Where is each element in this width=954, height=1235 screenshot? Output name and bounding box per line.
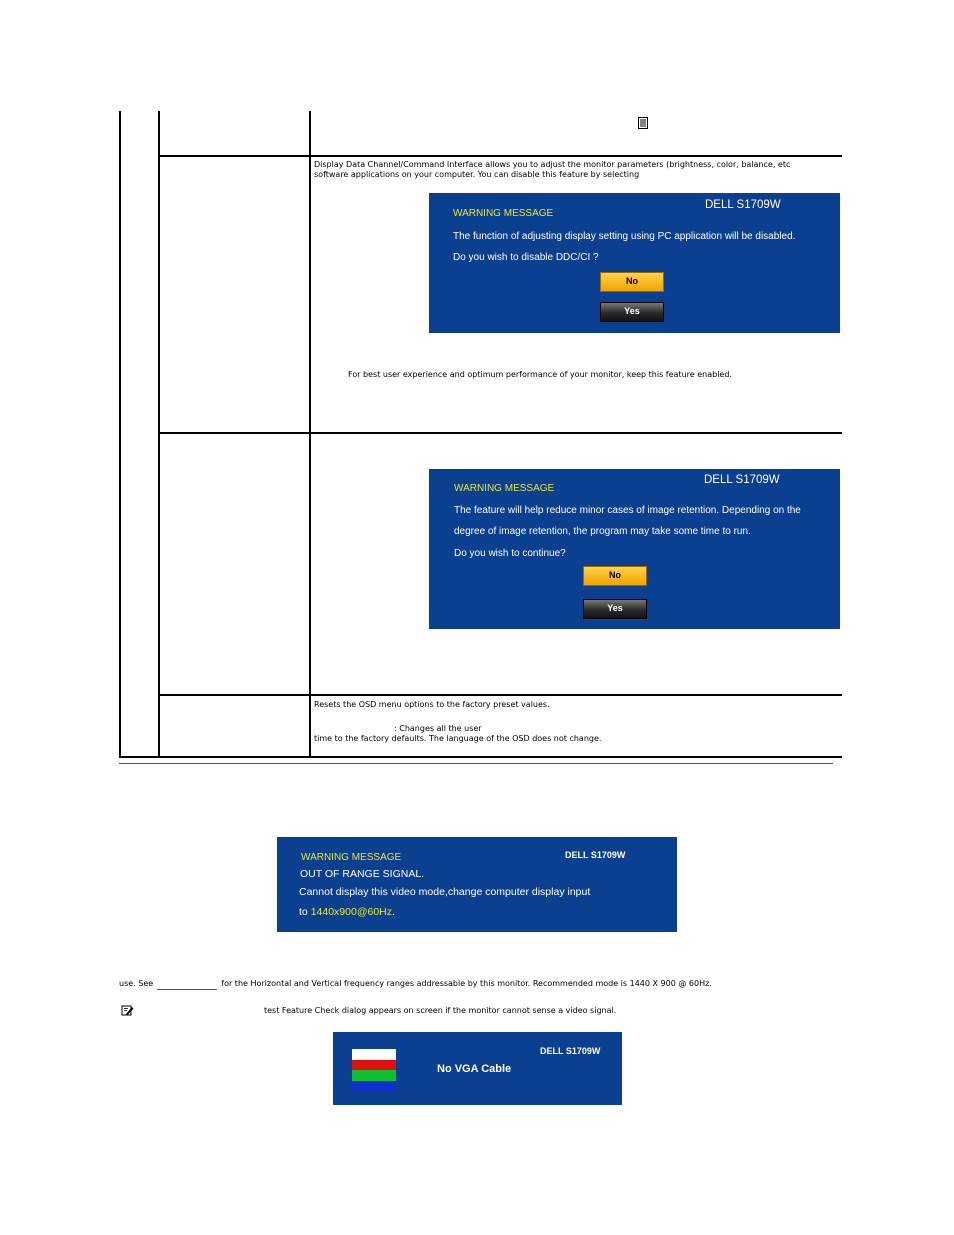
frequency-paragraph [119, 979, 712, 990]
out-of-range-dialog [277, 837, 677, 932]
note-text: test Feature Check dialog appears on screen if the monitor cannot sense a video signal. [264, 1006, 617, 1015]
osd-message-line3 [299, 906, 395, 918]
osd-brand: DELL S1709W [705, 199, 781, 211]
section-rule [119, 763, 833, 764]
yes-button[interactable]: Yes [600, 302, 664, 322]
color-bar-red [352, 1060, 396, 1071]
color-bar-blue [352, 1081, 396, 1092]
osd-brand: DELL S1709W [565, 850, 626, 860]
osd-message-line1: The function of adjusting display setting using PC application will be disabled. [453, 231, 796, 242]
row-divider-3 [158, 694, 842, 696]
ddcci-description-line1: Display Data Channel/Command Interface allows you to adjust the monitor parameters (brightness, color, balance, etc [314, 160, 791, 169]
no-vga-dialog [333, 1032, 622, 1105]
table-border-bottom [119, 756, 842, 758]
frequency-prefix: use. See [119, 979, 154, 988]
frequency-suffix: for the Horizontal and Vertical frequency ranges addressable by this monitor. Recommended mode is 1440 X 900 @ 60Hz. [221, 979, 712, 988]
color-bar-green [352, 1070, 396, 1081]
no-button[interactable]: No [600, 272, 664, 292]
osd-message-line2: Cannot display this video mode,change computer display input [299, 886, 591, 898]
no-button[interactable]: No [583, 566, 647, 586]
no-vga-message: No VGA Cable [437, 1063, 512, 1075]
yes-button[interactable]: Yes [583, 599, 647, 619]
ddcci-warning-dialog [429, 193, 840, 333]
ddcci-note: For best user experience and optimum performance of your monitor, keep this feature enabled. [348, 370, 732, 379]
color-bar-white [352, 1049, 396, 1060]
osd-line3-suffix: . [392, 906, 395, 918]
reset-detail-line2: time to the factory defaults. The language of the OSD does not change. [314, 734, 602, 743]
osd-message-line1: OUT OF RANGE SIGNAL. [300, 868, 425, 880]
retention-warning-dialog [429, 469, 840, 629]
row-divider-2 [158, 432, 842, 434]
menu-list-icon [638, 117, 648, 129]
table-column-divider [309, 111, 311, 758]
osd-message-line1: The feature will help reduce minor cases of image retention. Depending on the [454, 505, 801, 516]
osd-title: WARNING MESSAGE [453, 208, 554, 219]
osd-message-line3: Do you wish to continue? [454, 548, 566, 559]
specifications-link[interactable] [157, 979, 217, 990]
ddcci-description-line2: software applications on your computer. You can disable this feature by selecting [314, 170, 640, 179]
reset-detail-line: : Changes all the user [394, 724, 482, 733]
color-bars-icon [352, 1049, 396, 1091]
reset-description: Resets the OSD menu options to the factory preset values. [314, 700, 550, 709]
osd-brand: DELL S1709W [704, 474, 780, 486]
row-divider-1 [158, 155, 842, 157]
osd-title: WARNING MESSAGE [454, 483, 555, 494]
table-border-left [119, 111, 121, 758]
osd-line3-prefix: to [299, 906, 311, 918]
osd-brand: DELL S1709W [540, 1046, 601, 1056]
osd-message-line2: Do you wish to disable DDC/CI ? [453, 252, 599, 263]
osd-message-line2: degree of image retention, the program may take some time to run. [454, 526, 751, 537]
note-pencil-icon [121, 1005, 134, 1016]
osd-resolution-value: 1440x900@60Hz [310, 906, 392, 918]
osd-title: WARNING MESSAGE [301, 852, 402, 863]
table-border-inner [158, 111, 160, 758]
